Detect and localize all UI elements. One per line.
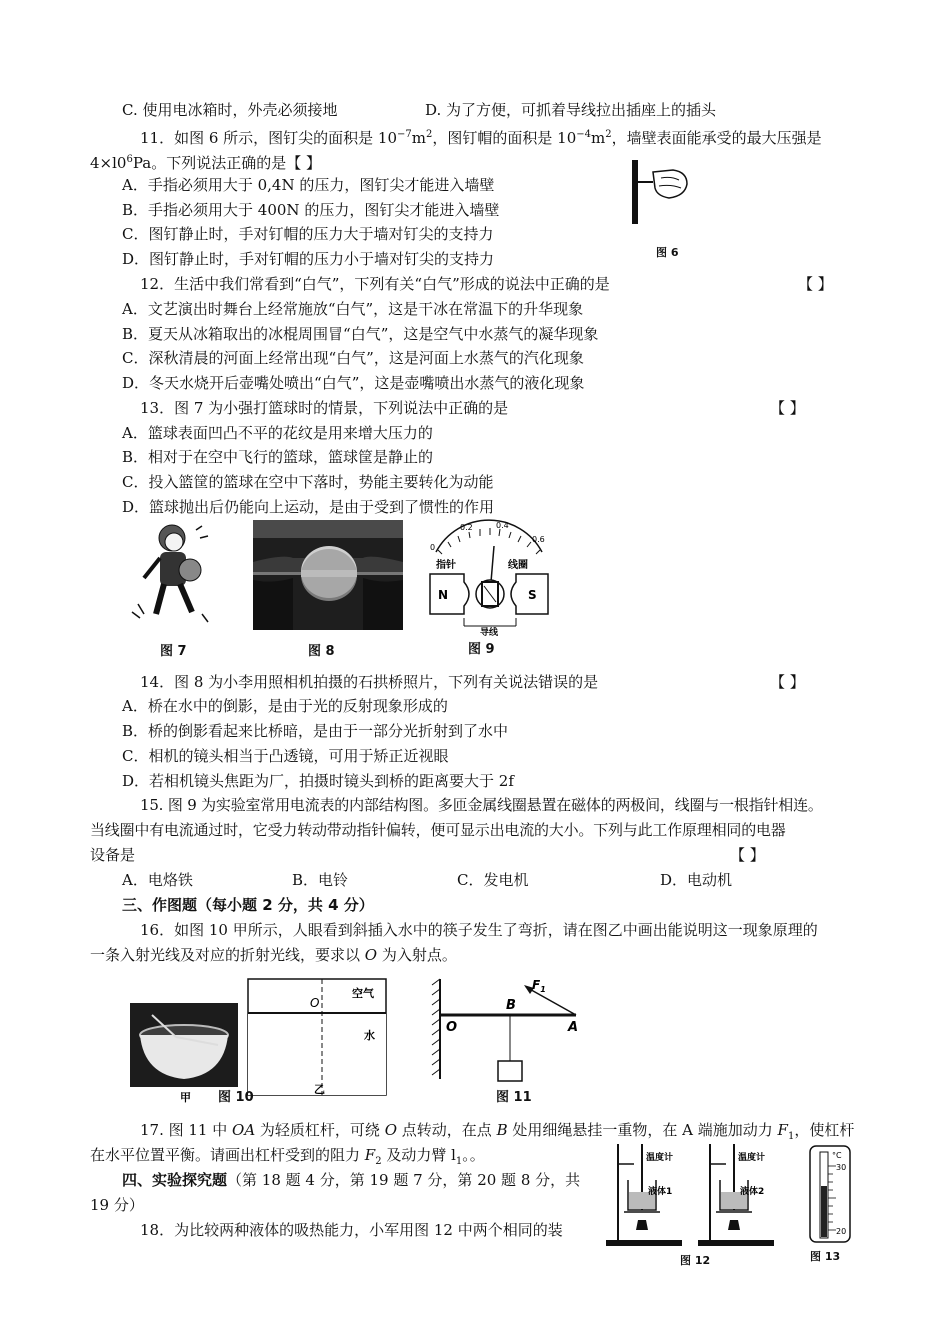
magnet-n-label: N bbox=[438, 588, 449, 602]
q12-bracket: 【 】 bbox=[798, 275, 833, 293]
q12-stem: 12．生活中我们常看到“白气”，下列有关“白气”形成的说法中正确的是 bbox=[140, 275, 610, 293]
q13-option-a: A．篮球表面凹凸不平的花纹是用来增大压力的 bbox=[122, 424, 433, 442]
figure-11-lever bbox=[428, 975, 598, 1085]
q10-option-c: C. 使用电冰箱时，外壳必须接地 bbox=[122, 101, 338, 119]
q11-stem-line1: 11．如图 6 所示，图钉尖的面积是 $10^{-7}m^2$，图钉帽的面积是 $10^{-4}m^2$，墙壁表面能承受的最大压强是 bbox=[140, 129, 822, 147]
wire-label: 导线 bbox=[480, 628, 499, 636]
q14-option-d: D．若相机镜头焦距为厂，拍摄时镜头到桥的距离要大于 2f bbox=[122, 772, 514, 790]
q14-stem: 14．图 8 为小李用照相机拍摄的石拱桥照片，下列有关说法错误的是 bbox=[140, 673, 599, 691]
figure-10 bbox=[128, 975, 390, 1110]
fig11-o-label: O bbox=[446, 1020, 458, 1035]
q11-stem-line2: $4\times l0^6Pa$。下列说法正确的是【 】 bbox=[90, 154, 321, 172]
fig10-air-label: 空气 bbox=[352, 987, 374, 1000]
q11-option-c: C．图钉静止时，手对钉帽的压力大于墙对钉尖的支持力 bbox=[122, 225, 494, 243]
q12-option-a: A．文艺演出时舞台上经常施放“白气”，这是干冰在常温下的升华现象 bbox=[122, 300, 584, 318]
figure-9-caption: 图 9 bbox=[468, 642, 495, 657]
figure-10-caption: 图 10 bbox=[218, 1090, 254, 1105]
figure-8-caption: 图 8 bbox=[308, 644, 335, 659]
figure-11-caption: 图 11 bbox=[496, 1090, 532, 1105]
scale-tick-0-4: 0.4 bbox=[496, 521, 509, 530]
section-4-title-line1: 四、实验探究题（第 18 题 4 分，第 19 题 7 分，第 20 题 8 分，共 bbox=[122, 1171, 581, 1189]
q12-option-c: C．深秋清晨的河面上经常出现“白气”，这是河面上水蒸气的汽化现象 bbox=[122, 349, 584, 367]
fig10-o-label: O bbox=[310, 996, 320, 1010]
fig11-a-label: A bbox=[568, 1020, 579, 1035]
fig10-water-label: 水 bbox=[364, 1029, 375, 1042]
scale-tick-0-2: 0.2 bbox=[460, 523, 473, 532]
figure-6-thumbtack bbox=[625, 158, 705, 240]
scale-tick-0: 0 bbox=[430, 543, 436, 552]
q17-line2: 在水平位置平衡。请画出杠杆受到的阻力 $F_2$ 及动力臂 $l_1$。。 bbox=[90, 1146, 485, 1167]
q11-option-d: D．图钉静止时，手对钉帽的压力小于墙对钉尖的支持力 bbox=[122, 250, 495, 268]
q15-stem-line3: 设备是 bbox=[90, 846, 136, 864]
q13-option-b: B．相对于在空中飞行的篮球，篮球筐是静止的 bbox=[122, 448, 434, 466]
q15-option-c: C．发电机 bbox=[457, 871, 529, 889]
fig13-tick-30: 30 bbox=[836, 1163, 847, 1172]
fig13-unit: °C bbox=[832, 1151, 842, 1160]
section-3-title: 三、作图题（每小题 2 分，共 4 分） bbox=[122, 896, 374, 914]
figure-13-thermometer bbox=[806, 1144, 856, 1244]
q15-bracket: 【 】 bbox=[730, 846, 765, 864]
q16-stem-line2: 一条入射光线及对应的折射光线，要求以 O 为入射点。 bbox=[90, 946, 457, 964]
figure-12-caption: 图 12 bbox=[680, 1254, 711, 1267]
fig11-f1-label: $F_1$ bbox=[532, 978, 546, 994]
figure-8-arch-bridge-photo bbox=[253, 520, 403, 630]
q14-option-a: A．桥在水中的倒影，是由于光的反射现象形成的 bbox=[122, 697, 448, 715]
q15-option-a: A．电烙铁 bbox=[122, 871, 193, 889]
fig12-thermometer-label-1: 温度计 bbox=[646, 1153, 674, 1163]
q15-option-d: D．电动机 bbox=[660, 871, 733, 889]
fig12-thermometer-label-2: 温度计 bbox=[738, 1153, 766, 1163]
section-4-title-line2: 19 分） bbox=[90, 1196, 144, 1214]
q15-stem-line2: 当线圈中有电流通过时，它受力转动带动指针偏转，便可显示出电流的大小。下列与此工作原理相同的电器 bbox=[90, 821, 786, 839]
fig12-liquid2-label: 液体2 bbox=[740, 1187, 765, 1197]
q11-option-b: B．手指必须用大于 400N 的压力，图钉尖才能进入墙壁 bbox=[122, 201, 500, 219]
figure-12-heating-setup bbox=[598, 1140, 798, 1250]
q12-option-b: B．夏天从冰箱取出的冰棍周围冒“白气”，这是空气中水蒸气的凝华现象 bbox=[122, 325, 599, 343]
q18-stem: 18．为比较两种液体的吸热能力，小军用图 12 中两个相同的装 bbox=[140, 1221, 563, 1239]
q13-stem: 13．图 7 为小强打篮球时的情景，下列说法中正确的是 bbox=[140, 399, 509, 417]
figure-9-ammeter-structure bbox=[424, 516, 554, 636]
q16-stem-line1: 16．如图 10 甲所示，人眼看到斜插入水中的筷子发生了弯折，请在图乙中画出能说明这一现象原理的 bbox=[140, 921, 818, 939]
q14-option-b: B．桥的倒影看起来比桥暗，是由于一部分光折射到了水中 bbox=[122, 722, 509, 740]
pointer-label: 指针 bbox=[436, 560, 456, 571]
q11-option-a: A．手指必须用大于 0,4N 的压力，图钉尖才能进入墙壁 bbox=[122, 176, 495, 194]
figure-13-caption: 图 13 bbox=[810, 1250, 841, 1263]
coil-label: 线圈 bbox=[508, 560, 528, 571]
q15-stem-line1: 15. 图 9 为实验室常用电流表的内部结构图。多匝金属线圈悬置在磁体的两极间，线圈与一根指针相连。 bbox=[140, 796, 823, 814]
q10-option-d: D. 为了方便，可抓着导线拉出插座上的插头 bbox=[425, 101, 717, 119]
figure-7-caption: 图 7 bbox=[160, 644, 187, 659]
q17-line1: 17. 图 11 中 OA 为轻质杠杆，可绕 O 点转动，在点 B 处用细绳悬挂一重物，在 A 端施加动力 $F_1$，使杠杆 bbox=[140, 1121, 855, 1142]
q14-bracket: 【 】 bbox=[770, 673, 805, 691]
fig10-jia-label: 甲 bbox=[180, 1091, 191, 1104]
fig13-tick-20: 20 bbox=[836, 1227, 847, 1236]
figure-6-caption: 图 6 bbox=[656, 246, 679, 259]
q15-option-b: B．电铃 bbox=[292, 871, 349, 889]
q12-option-d: D．冬天水烧开后壶嘴处喷出“白气”，这是壶嘴喷出水蒸气的液化现象 bbox=[122, 374, 585, 392]
figure-7-boy-basketball bbox=[128, 522, 223, 634]
magnet-s-label: S bbox=[528, 588, 537, 602]
q13-bracket: 【 】 bbox=[770, 399, 805, 417]
scale-tick-0-6: 0.6 bbox=[532, 535, 545, 544]
q13-option-c: C．投入篮筐的篮球在空中下落时，势能主要转化为动能 bbox=[122, 473, 494, 491]
fig10-yi-label: 乙 bbox=[314, 1083, 325, 1096]
q14-option-c: C．相机的镜头相当于凸透镜，可用于矫正近视眼 bbox=[122, 747, 449, 765]
q13-option-d: D．篮球抛出后仍能向上运动，是由于受到了惯性的作用 bbox=[122, 498, 495, 516]
fig11-b-label: B bbox=[506, 998, 516, 1013]
fig12-liquid1-label: 液体1 bbox=[648, 1187, 673, 1197]
